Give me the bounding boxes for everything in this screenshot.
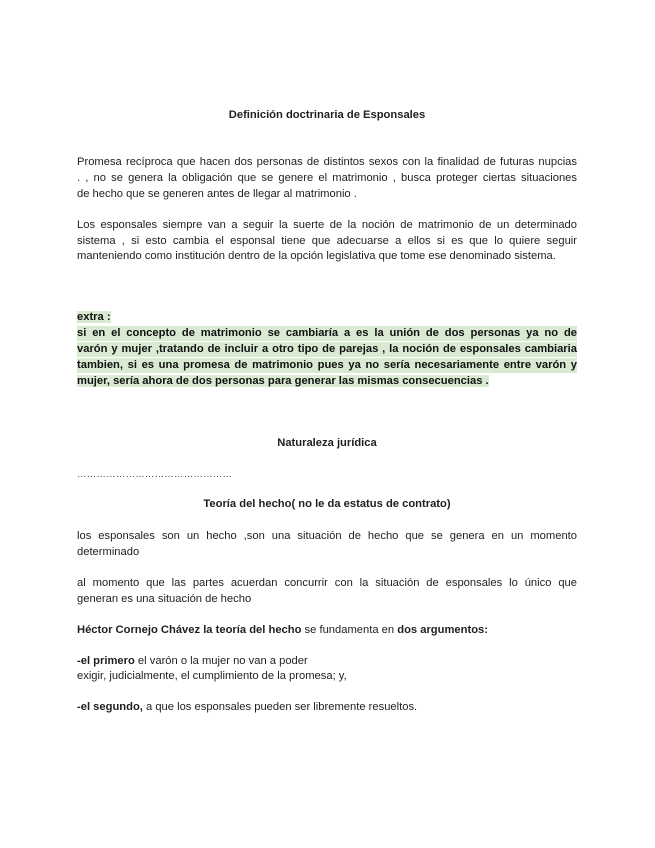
extra-line-2: varón y mujer ,tratando de incluir a otro tipo de parejas , la noción de esponsales cambiaria bbox=[77, 343, 577, 355]
system-line-2: sistema , si esto cambia el esponsal tiene que adecuarse a ellos si es que lo quiere seguir bbox=[77, 235, 577, 247]
second-arg-bold: -el segundo, bbox=[77, 701, 143, 713]
extra-line-4 bbox=[77, 374, 489, 389]
first-arg-line-1 bbox=[77, 654, 308, 669]
intro-line-1: Promesa recíproca que hacen dos personas de distintos sexos con la finalidad de futuras nupcias bbox=[77, 156, 577, 168]
fact-line-2: determinado bbox=[77, 546, 140, 558]
first-arg-line-2: exigir, judicialmente, el cumplimiento de la promesa; y, bbox=[77, 670, 347, 682]
hector-author: Héctor Cornejo Chávez bbox=[77, 624, 204, 636]
second-arg-rest: a que los esponsales pueden ser libremente resueltos. bbox=[142, 701, 418, 713]
dots-line: ………………………………………… bbox=[77, 469, 233, 480]
nature-heading: Naturaleza jurídica bbox=[277, 437, 377, 449]
extra-label bbox=[77, 310, 111, 325]
extra-line-1: si en el concepto de matrimonio se cambiaría a es la unión de dos personas ya no de bbox=[77, 327, 577, 339]
system-line-1: Los esponsales siempre van a seguir la suerte de la noción de matrimonio de un determinado bbox=[77, 219, 577, 231]
hector-line bbox=[77, 623, 488, 638]
extra-label-text: extra : bbox=[77, 311, 111, 323]
intro-line-3: de hecho que se generen antes de llegar al matrimonio . bbox=[77, 188, 357, 200]
agreement-line-2: generan es una situación de hecho bbox=[77, 593, 252, 605]
hector-mid: se fundamenta en bbox=[301, 624, 398, 636]
first-arg-bold: -el primero bbox=[77, 655, 135, 667]
intro-line-2: . , no se genera la obligación que se genere el matrimonio , busca proteger ciertas situaciones bbox=[77, 172, 577, 184]
page-title: Definición doctrinaria de Esponsales bbox=[228, 109, 426, 121]
system-line-3: manteniendo como institución dentro de la opción legislativa que tome ese denominado sistema. bbox=[77, 250, 556, 262]
hector-end: dos argumentos: bbox=[397, 624, 488, 636]
extra-line-4-text: mujer, sería ahora de dos personas para generar las mismas consecuencias . bbox=[77, 375, 489, 387]
first-arg-rest: el varón o la mujer no van a poder bbox=[134, 655, 308, 667]
fact-line-1: los esponsales son un hecho ,son una situación de hecho que se genera en un momento bbox=[77, 530, 577, 542]
extra-line-3: tambien, si es una promesa de matrimonio pues ya no sería necesariamente entre varón y bbox=[77, 359, 577, 371]
theory-heading: Teoría del hecho( no le da estatus de contrato) bbox=[203, 498, 451, 510]
second-arg-line bbox=[77, 700, 417, 715]
agreement-line-1: al momento que las partes acuerdan concurrir con la situación de esponsales lo único que bbox=[77, 577, 577, 589]
hector-theory: la teoría del hecho bbox=[203, 624, 302, 636]
